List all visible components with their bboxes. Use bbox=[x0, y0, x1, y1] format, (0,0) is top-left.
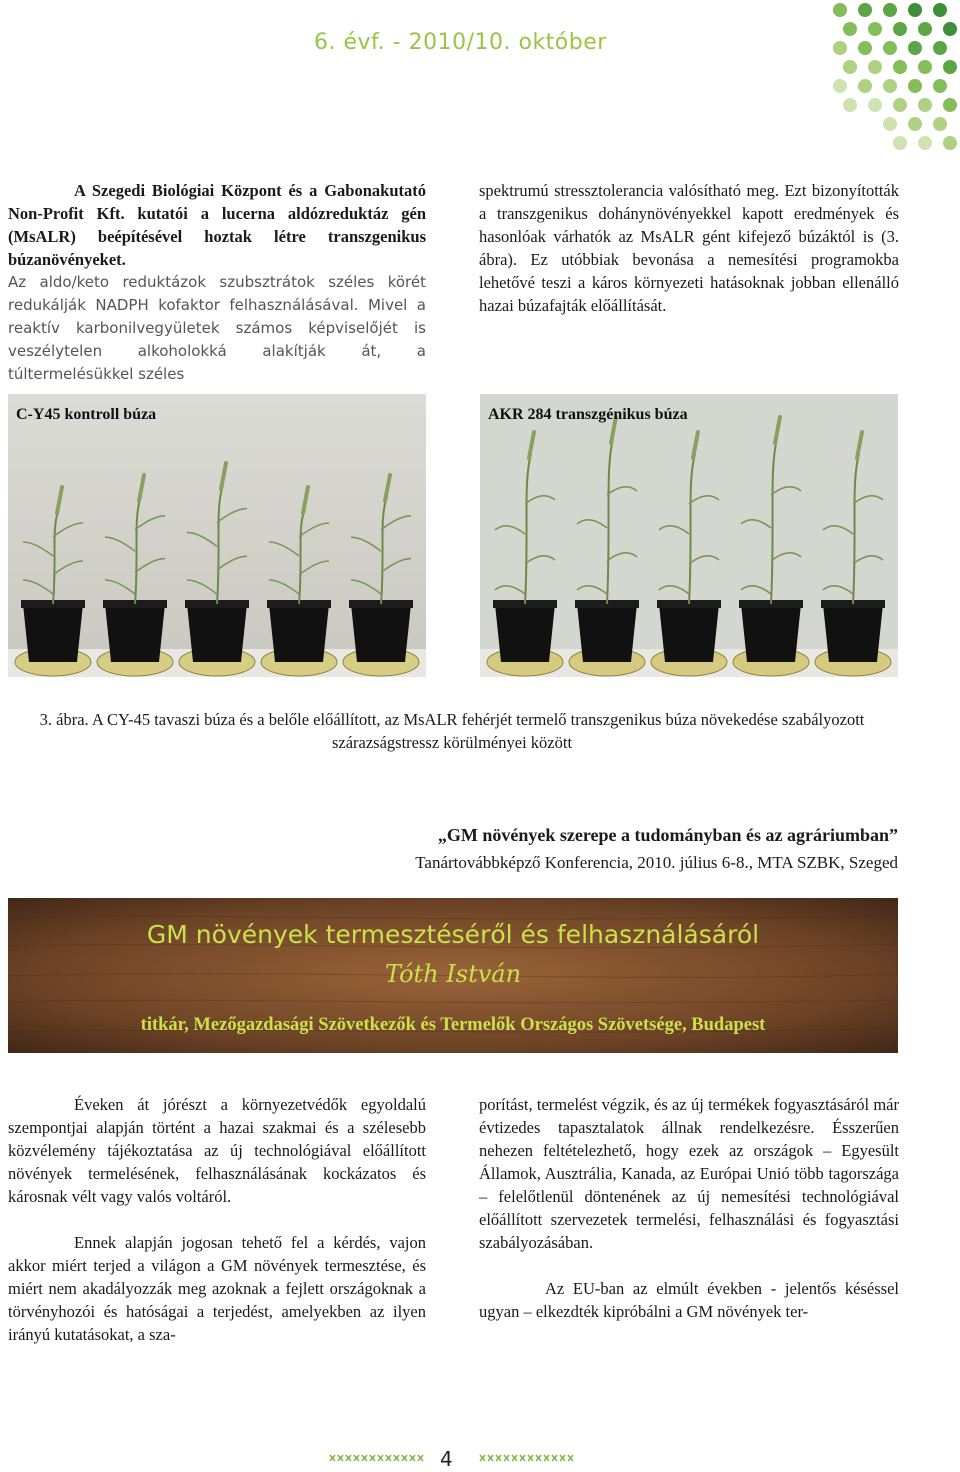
footer-decoration-left bbox=[328, 1453, 424, 1463]
banner-author-role: titkár, Mezőgazdasági Szövetkezők és Termelők Országos Szövetsége, Budapest bbox=[140, 1015, 766, 1035]
decorative-dot bbox=[893, 136, 907, 150]
footer-x-mark bbox=[330, 1455, 335, 1461]
figure-caption: 3. ábra. A CY-45 tavaszi búza és a belőle előállított, az MsALR fehérjét termelő transzgenikus búza növekedése szabályozott szárazságstressz körülményei között bbox=[39, 710, 865, 752]
pot bbox=[577, 604, 637, 662]
pot bbox=[823, 604, 883, 662]
footer-x-mark bbox=[560, 1455, 565, 1461]
article1-lead-paragraph: A Szegedi Biológiai Központ és a Gabonakutató Non-Profit Kft. kutatói a lucerna aldózreduktáz gén (MsALR) beépítésével hoztak létre transzgenikus búzanövényeket. bbox=[8, 181, 426, 269]
pot bbox=[269, 604, 329, 662]
decorative-dot bbox=[883, 41, 897, 55]
footer-x-mark bbox=[536, 1455, 541, 1461]
pot bbox=[187, 604, 247, 662]
decorative-dot bbox=[858, 41, 872, 55]
decorative-dot bbox=[858, 79, 872, 93]
decorative-dot bbox=[858, 3, 872, 17]
footer-x-mark bbox=[418, 1455, 423, 1461]
conference-title: „GM növények szerepe a tudományban és az agráriumban” bbox=[437, 825, 898, 845]
footer-x-mark bbox=[488, 1455, 493, 1461]
article1-paragraph-continued: spektrumú stressztolerancia valósítható meg. Ezt bizonyították a transzgenikus dohánynövényekkel kapott eredmények és hasonlóak várhatók az MsALR gént kifejező búzáktól is (3. ábra). Ez utóbbiak bevonása a nemesítési programokba lehetővé teszi a káros környezeti hatásoknak jobban ellenálló hazai búzafajták előállítását. bbox=[479, 181, 899, 315]
footer-x-mark bbox=[480, 1455, 485, 1461]
decorative-dot bbox=[868, 22, 882, 36]
footer-x-mark bbox=[378, 1455, 383, 1461]
footer-x-mark bbox=[394, 1455, 399, 1461]
banner-title: GM növények termesztéséről és felhasználásáról bbox=[146, 920, 760, 949]
photo-label-left: C-Y45 kontroll búza bbox=[16, 406, 157, 423]
footer-decoration-right bbox=[478, 1453, 574, 1463]
control-wheat-illustration bbox=[8, 394, 426, 677]
decorative-dot bbox=[933, 3, 947, 17]
decorative-dot bbox=[868, 98, 882, 112]
decorative-dot bbox=[918, 136, 932, 150]
article2-column-right bbox=[479, 1093, 899, 1323]
decorative-dot bbox=[883, 79, 897, 93]
decorative-dot bbox=[893, 98, 907, 112]
footer-x-mark bbox=[552, 1455, 557, 1461]
banner-author: Tóth István bbox=[384, 960, 522, 988]
footer-x-mark bbox=[370, 1455, 375, 1461]
pot bbox=[741, 604, 801, 662]
decorative-dot bbox=[933, 79, 947, 93]
decorative-dot bbox=[933, 41, 947, 55]
footer-x-mark bbox=[402, 1455, 407, 1461]
article1-paragraph: Az aldo/keto reduktázok szubsztrátok széles körét redukálják NADPH kofaktor felhasználásával. Mivel a reaktív karbonilvegyületek számos képviselőjét is veszélytelen alkoholokká alakítják át, a túltermelésükkel széles bbox=[8, 273, 426, 383]
decorative-dot bbox=[893, 22, 907, 36]
pot bbox=[23, 604, 83, 662]
pot bbox=[351, 604, 411, 662]
article2-paragraph-continued: porítást, termelést végzik, és az új termékek fogyasztásáról már évtizedes tapasztalatok állnak rendelkezésre. Ésszerűen nehezen feltételezhető, hogy ezek az országok – Egyesült Államok, Ausztrália, Kanada, az Európai Unió több tagországa – felelőtlenül döntenének az új nemesítési technológiával előállított szervezetek termelési, felhasználási és fogyasztási szabályozásában. bbox=[479, 1095, 899, 1252]
footer-x-mark bbox=[496, 1455, 501, 1461]
footer-x-mark bbox=[362, 1455, 367, 1461]
article2-paragraph: Éveken át jórészt a környezetvédők egyoldalú szempontjai alapján történt a hazai szakmai és a szélesebb közvélemény tájékoztatása az új technológiával előállított növények termelésének, felhasználásának kockázatos és károsnak vélt vagy valós voltáról. bbox=[8, 1095, 426, 1206]
pot bbox=[659, 604, 719, 662]
decorative-dot bbox=[843, 98, 857, 112]
decorative-dot bbox=[918, 60, 932, 74]
decorative-dot bbox=[908, 79, 922, 93]
decorative-dot bbox=[908, 3, 922, 17]
conference-block bbox=[415, 822, 898, 876]
photo-label-right: AKR 284 transzgénikus búza bbox=[488, 406, 688, 423]
footer-x-mark bbox=[568, 1455, 573, 1461]
article2-column-left bbox=[8, 1093, 426, 1346]
footer-x-mark bbox=[346, 1455, 351, 1461]
photo-transgenic-wheat bbox=[480, 394, 898, 677]
footer-x-mark bbox=[410, 1455, 415, 1461]
article1-column-right bbox=[479, 179, 899, 317]
footer-x-mark bbox=[512, 1455, 517, 1461]
footer-x-mark bbox=[338, 1455, 343, 1461]
decorative-dot bbox=[918, 98, 932, 112]
conference-subtitle: Tanártovábbképző Konferencia, 2010. július 6-8., MTA SZBK, Szeged bbox=[415, 853, 898, 872]
footer-x-mark bbox=[544, 1455, 549, 1461]
page-number: 4 bbox=[440, 1447, 453, 1471]
decorative-dot bbox=[843, 60, 857, 74]
decorative-dot bbox=[843, 22, 857, 36]
article2-paragraph: Ennek alapján jogosan tehető fel a kérdés, vajon akkor miért terjed a világon a GM növények termesztése, és miért nem akadályozzák meg azoknak a fejlett országoknak a törvényhozói és hatóságai a terjedést, amelyekben az ilyen irányú kutatásokat, a sza- bbox=[8, 1233, 426, 1344]
footer-x-mark bbox=[504, 1455, 509, 1461]
decorative-dot bbox=[908, 117, 922, 131]
footer-x-mark bbox=[528, 1455, 533, 1461]
footer-x-mark bbox=[520, 1455, 525, 1461]
decorative-dot bbox=[883, 3, 897, 17]
decorative-dot bbox=[908, 41, 922, 55]
decorative-dot bbox=[833, 79, 847, 93]
decorative-dot bbox=[943, 136, 957, 150]
decorative-dot bbox=[943, 60, 957, 74]
pot bbox=[495, 604, 555, 662]
footer-x-mark bbox=[386, 1455, 391, 1461]
decorative-dot bbox=[833, 3, 847, 17]
decorative-dot bbox=[918, 22, 932, 36]
pot bbox=[105, 604, 165, 662]
decorative-dot bbox=[883, 117, 897, 131]
footer-x-mark bbox=[354, 1455, 359, 1461]
article-banner bbox=[8, 898, 898, 1053]
decorative-dot bbox=[933, 117, 947, 131]
decorative-dot bbox=[943, 22, 957, 36]
decorative-dot bbox=[893, 60, 907, 74]
photo-control-wheat bbox=[8, 394, 426, 677]
decorative-dot bbox=[833, 41, 847, 55]
decorative-dot-pattern bbox=[826, 0, 960, 160]
issue-header: 6. évf. - 2010/10. október bbox=[314, 30, 607, 55]
article1-column-left bbox=[8, 179, 426, 386]
article2-paragraph: Az EU-ban az elmúlt években - jelentős késéssel ugyan – elkezdték kipróbálni a GM növények ter- bbox=[479, 1279, 899, 1321]
transgenic-wheat-illustration bbox=[480, 394, 898, 677]
decorative-dot bbox=[868, 60, 882, 74]
decorative-dot bbox=[943, 98, 957, 112]
